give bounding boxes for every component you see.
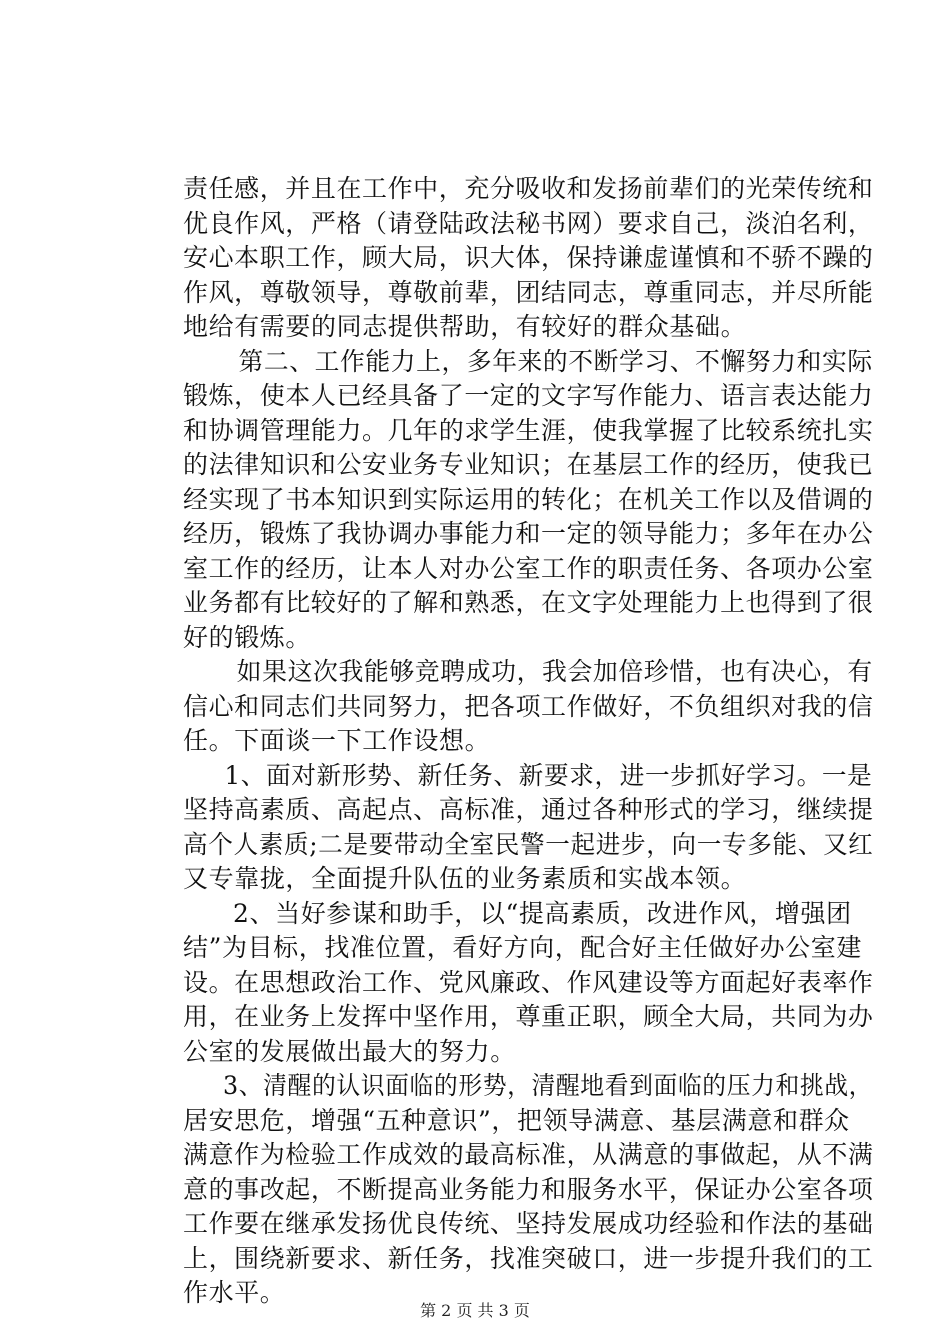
text-line: 满意作为检验工作成效的最高标准，从满意的事做起，从不满	[183, 1140, 874, 1169]
text-line: 作风，尊敬领导，尊敬前辈，团结同志，尊重同志，并尽所能	[183, 277, 874, 307]
text-line: 居安思危，增强“五种意识”，把领导满意、基层满意和群众	[183, 1105, 850, 1135]
text-line: 经实现了书本知识到实际运用的转化；在机关工作以及借调的	[183, 484, 874, 514]
text-line: 和协调管理能力。几年的求学生涯，使我掌握了比较系统扎实	[183, 415, 874, 445]
text-line: 任。下面谈一下工作设想。	[183, 726, 491, 755]
text-line: 室工作的经历，让本人对办公室工作的职责任务、各项办公室	[183, 553, 874, 583]
text-line: 上，围绕新要求、新任务，找准突破口，进一步提升我们的工	[183, 1243, 874, 1273]
text-line: 的法律知识和公安业务专业知识；在基层工作的经历，使我已	[183, 450, 874, 479]
text-line: 1、面对新形势、新任务、新要求，进一步抓好学习。一是	[224, 760, 873, 790]
text-line: 锻炼，使本人已经具备了一定的文字写作能力、语言表达能力	[183, 381, 874, 410]
text-line: 第二、工作能力上，多年来的不断学习、不懈努力和实际	[238, 346, 873, 376]
text-line: 设。在思想政治工作、党风廉政、作风建设等方面起好表率作	[183, 967, 874, 997]
text-line: 好的锻炼。	[183, 622, 312, 652]
text-line: 又专靠拢，全面提升队伍的业务素质和实战本领。	[183, 864, 747, 893]
text-line: 工作要在继承发扬优良传统、坚持发展成功经验和作法的基础	[183, 1209, 874, 1238]
text-line: 意的事改起，不断提高业务能力和服务水平，保证办公室各项	[183, 1174, 874, 1204]
text-line: 公室的发展做出最大的努力。	[183, 1036, 516, 1066]
text-line: 信心和同志们共同努力，把各项工作做好，不负组织对我的信	[183, 691, 874, 721]
text-line: 2、当好参谋和助手，以“提高素质，改进作风，增强团	[233, 898, 852, 928]
text-line: 高个人素质;二是要带动全室民警一起进步，向一专多能、又红	[183, 829, 874, 859]
text-line: 业务都有比较好的了解和熟悉，在文字处理能力上也得到了很	[183, 588, 874, 617]
body-text	[183, 172, 874, 1311]
text-line: 如果这次我能够竞聘成功，我会加倍珍惜，也有决心，有	[236, 657, 873, 686]
text-line: 优良作风，严格（请登陆政法秘书网）要求自己，淡泊名利，	[183, 208, 874, 238]
text-line: 安心本职工作，顾大局，识大体，保持谦虚谨慎和不骄不躁的	[183, 243, 874, 272]
text-line: 坚持高素质、高起点、高标准，通过各种形式的学习，继续提	[183, 795, 874, 824]
text-line: 用，在业务上发挥中坚作用，尊重正职，顾全大局，共同为办	[183, 1002, 874, 1031]
text-line: 责任感，并且在工作中，充分吸收和发扬前辈们的光荣传统和	[183, 174, 874, 203]
text-line: 结”为目标，找准位置，看好方向，配合好主任做好办公室建	[183, 933, 862, 962]
text-line: 3、清醒的认识面临的形势，清醒地看到面临的压力和挑战，	[223, 1071, 874, 1100]
page-number-footer: 第 2 页 共 3 页	[420, 1301, 530, 1320]
text-line: 地给有需要的同志提供帮助，有较好的群众基础。	[183, 312, 747, 341]
text-line: 经历，锻炼了我协调办事能力和一定的领导能力；多年在办公	[183, 519, 874, 548]
text-line: 作水平。	[183, 1278, 286, 1307]
